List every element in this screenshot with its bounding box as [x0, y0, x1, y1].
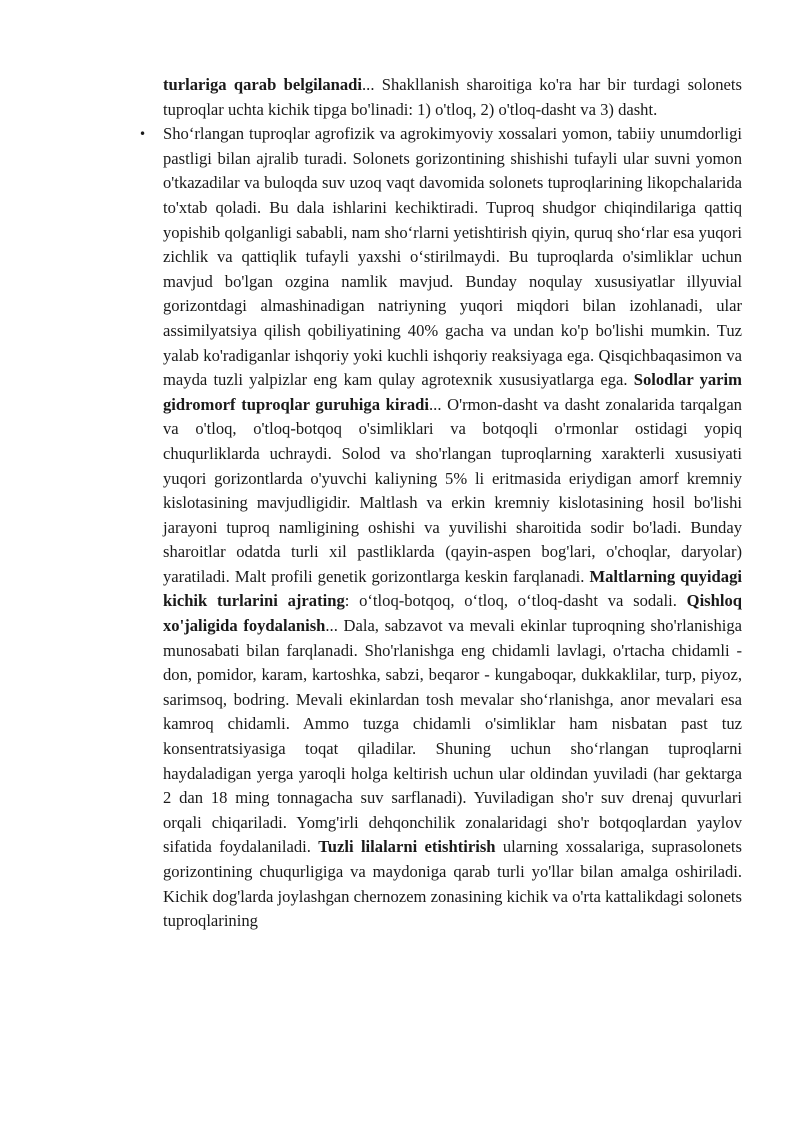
paragraph-text: ... Dala, sabzavot va mevali ekinlar tuproqning sho'rlanishiga munosabati bilan farqlanadi. Sho'rlanishga eng chidamli lavlagi, o'rtacha chidamli - don, pomidor, karam, kartoshka, sabzi, beqaror - kungaboqar, dukkaklilar, turp, piyoz, sarimsoq, bodring. Mevali ekinlardan tosh mevalar sho‘rlanishga, anor mevalari esa kamroq chidamli. Ammo tuzga chidamli o'simliklar ham nisbatan past tuz konsentratsiyasiga toqat qiladilar. Shuning uchun sho‘rlangan tuproqlarni haydaladigan yerga yaroqli holga keltirish uchun ular oldindan yuviladi (har gektarga 2 dan 18 ming tonnagacha suv sarflanadi). Yuviladigan sho'r suv drenaj quvurlari orqali chiqariladi. Yomg'irli dehqonchilik zonalaridagi sho'r botqoqlardan yaylov sifatida foydalaniladi.	[163, 616, 743, 857]
paragraph-text: ... O'rmon-dasht va dasht zonalarida tarqalgan va o'tloq, o'tloq-botqoq o'simliklari va botqoqli o'rmonlar ostidagi yopiq chuqurliklarda uchraydi. Solod va sho'rlangan tuproqlarning xarakterli xususiyati yuqori gorizontlarda o'yuvchi kaliyning 5% li eritmasida eriydigan amorf kremniy kislotasining mavjudligidir. Maltlash va erkin kremniy kislotasining hosil bo'lishi jarayoni tuproq namligining oshishi va yuvilishi sharoitida sodir bo'ladi. Bunday sharoitlar odatda turli xil pastliklarda (qayin-aspen bog'lari, o'choqlar, daryolar) yaratiladi. Malt profili genetik gorizontlarga keskin farqlanadi.	[163, 394, 742, 586]
bold-phrase: Maltlarning quyidagi kichik turlarini ajrating	[163, 566, 742, 611]
paragraph-text: ularning xossalariga, suprasolonets gorizontining chuqurligiga va maydoniga qarab turli yo'llar bilan amalga oshiriladi. Kichik dog'larda joylashgan chernozem zonasining kichik va o'rta kattalikdagi solonets tuproqlarining	[163, 837, 742, 931]
paragraph-continuation	[163, 73, 742, 122]
bullet-icon: •	[139, 127, 147, 142]
document-body	[139, 73, 743, 934]
bulleted-paragraph	[139, 122, 743, 934]
bold-phrase: Qishloq xo'jaligida foydalanish	[163, 591, 742, 636]
paragraph-text: Sho‘rlangan tuproqlar agrofizik va agrokimyoviy xossalari yomon, tabiiy unumdorligi pastligi bilan ajralib turadi. Solonets gorizontining shishishi tufayli ular suvni yomon o'tkazadilar va buloqda suv uzoq vaqt davomida solonets tuproqlarining likopchalarida to'xtab qoladi. Bu dala ishlarini kechiktiradi. Tuproq shudgor chiqindilariga qattiq yopishib qolganligi sababli, nam sho‘rlarni yetishtirish qiyin, quruq sho‘rlar esa yuqori zichlik va qattiqlik tufayli yaxshi o‘stirilmaydi. Bu tuproqlarda o'simliklar uchun mavjud bo'lgan ozgina namlik mavjud. Bunday noqulay xususiyatlar illyuvial gorizontdagi almashinadigan natriyning yuqori miqdori bilan izohlanadi, ular assimilyatsiya qilish qobiliyatining 40% gacha va undan ko'p bo'lishi mumkin. Tuz yalab ko'radiganlar ishqoriy yoki kuchli ishqoriy reaksiyaga ega. Qisqichbaqasimon va mayda tuzli yalpizlar eng kam qulay agrotexnik xususiyatlarga ega.	[163, 124, 742, 390]
bold-phrase: turlariga qarab belgilanadi	[163, 75, 363, 94]
paragraph-text: : o‘tloq-botqoq, o‘tloq, o‘tloq-dasht va sodali.	[344, 591, 687, 611]
bold-phrase: Solodlar yarim gidromorf tuproqlar guruhiga kiradi	[163, 370, 742, 414]
bold-phrase: Tuzli lilalarni etishtirish	[318, 837, 496, 857]
paragraph-text: ... Shakllanish sharoitiga ko'ra har bir turdagi solonets tuproqlar uchta kichik tipga bo'linadi: 1) o'tloq, 2) o'tloq-dasht va 3) dasht.	[163, 75, 742, 119]
